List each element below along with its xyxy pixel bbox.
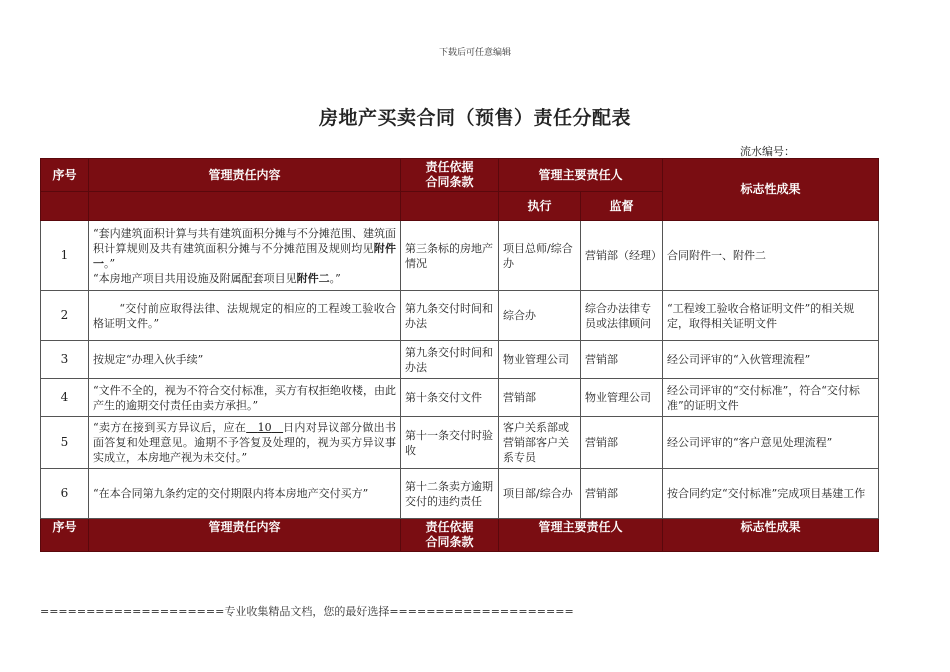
table-row	[41, 417, 879, 469]
row-seq: 2	[41, 291, 89, 341]
row-supervise: 综合办法律专员或法律顾问	[581, 291, 663, 341]
footer-header-row	[41, 519, 879, 552]
header-execute: 执行	[499, 192, 581, 221]
header-supervise: 监督	[581, 192, 663, 221]
header-content: 管理责任内容	[89, 519, 401, 552]
header-seq: 序号	[41, 159, 89, 192]
response-days-value	[246, 421, 283, 434]
row-result: 按合同约定“交付标准”完成项目基建工作	[663, 469, 879, 519]
row-supervise: 物业管理公司	[581, 379, 663, 417]
response-days-text: 10	[257, 421, 272, 434]
header-result: 标志性成果	[663, 159, 879, 221]
row-supervise: 营销部	[581, 469, 663, 519]
row-content	[89, 221, 401, 291]
header-blank-seq	[41, 192, 89, 221]
row-result: “工程竣工验收合格证明文件”的相关规定，取得相关证明文件	[663, 291, 879, 341]
header-result: 标志性成果	[663, 519, 879, 552]
table-row	[41, 221, 879, 291]
header-basis	[401, 519, 499, 552]
row-execute: 物业管理公司	[499, 341, 581, 379]
header-blank-content	[89, 192, 401, 221]
row-content-text: 。”	[104, 256, 116, 270]
header-basis	[401, 159, 499, 192]
top-note: 下载后可任意编辑	[438, 48, 511, 58]
header-basis-line2: 合同条款	[425, 535, 474, 549]
row-result: 经公司评审的“入伙管理流程”	[663, 341, 879, 379]
table-row	[41, 291, 879, 341]
row-seq: 3	[41, 341, 89, 379]
row-basis: 第十一条交付时验收	[401, 417, 499, 469]
document-title: 房地产买卖合同（预售）责任分配表	[318, 107, 631, 129]
row-content: “在本合同第九条约定的交付期限内将本房地产交付买方”	[89, 469, 401, 519]
header-basis-line1: 责任依据	[425, 520, 474, 534]
row-basis: 第十二条卖方逾期交付的违约责任	[401, 469, 499, 519]
row-content: “交付前应取得法律、法规规定的相应的工程竣工验收合格证明文件。”	[89, 291, 401, 341]
row-supervise: 营销部	[581, 341, 663, 379]
serial-number-label: 流水编号：	[740, 145, 795, 158]
row-seq: 5	[41, 417, 89, 469]
row-seq: 4	[41, 379, 89, 417]
row-seq: 6	[41, 469, 89, 519]
row-content-bold: 附件二	[296, 271, 330, 285]
row-execute: 营销部	[499, 379, 581, 417]
table-row	[41, 469, 879, 519]
row-basis: 第九条交付时间和办法	[401, 341, 499, 379]
row-result: 合同附件一、附件二	[663, 221, 879, 291]
header-content: 管理责任内容	[89, 159, 401, 192]
header-row	[41, 159, 879, 192]
footer-note: ====================专业收集精品文档，您的最好选择====================	[40, 605, 574, 618]
row-supervise: 营销部（经理）	[581, 221, 663, 291]
header-basis-line1: 责任依据	[425, 160, 474, 174]
row-execute: 项目部/综合办	[499, 469, 581, 519]
row-content-bold: 附件一	[93, 241, 397, 270]
row-content-text: 日内对异议部分做出书面答复和处理意见。逾期不予答复及处理的，视为买方异议事实成立，本房地产视为未交付。”	[93, 421, 397, 464]
header-responsible: 管理主要责任人	[499, 159, 663, 192]
row-content-text: “卖方在接到买方异议后，应在	[93, 421, 247, 434]
responsibility-table	[40, 158, 879, 552]
table-row	[41, 379, 879, 417]
row-execute: 综合办	[499, 291, 581, 341]
row-content	[89, 417, 401, 469]
table-row	[41, 341, 879, 379]
row-supervise: 营销部	[581, 417, 663, 469]
row-basis: 第九条交付时间和办法	[401, 291, 499, 341]
row-seq: 1	[41, 221, 89, 291]
header-seq: 序号	[41, 519, 89, 552]
header-responsible: 管理主要责任人	[499, 519, 663, 552]
row-content-text: 。”	[329, 271, 341, 285]
header-basis-line2: 合同条款	[425, 175, 474, 189]
row-execute: 项目总师/综合办	[499, 221, 581, 291]
row-content: 按规定“办理入伙手续”	[89, 341, 401, 379]
row-basis: 第十条交付文件	[401, 379, 499, 417]
row-execute: 客户关系部或营销部客户关系专员	[499, 417, 581, 469]
row-basis: 第三条标的房地产情况	[401, 221, 499, 291]
header-blank-basis	[401, 192, 499, 221]
row-result: 经公司评审的“交付标准”，符合“交付标准”的证明文件	[663, 379, 879, 417]
row-content-text: “本房地产项目共用设施及附属配套项目见	[93, 271, 297, 285]
row-content-text: “套内建筑面积计算与共有建筑面积分摊与不分摊范围、建筑面积计算规则及共有建筑面积分摊与不分摊范围及规则均见	[93, 226, 396, 255]
row-result: 经公司评审的“客户意见处理流程”	[663, 417, 879, 469]
row-content: “文件不全的，视为不符合交付标准，买方有权拒绝收楼，由此产生的逾期交付责任由卖方承担。”	[89, 379, 401, 417]
